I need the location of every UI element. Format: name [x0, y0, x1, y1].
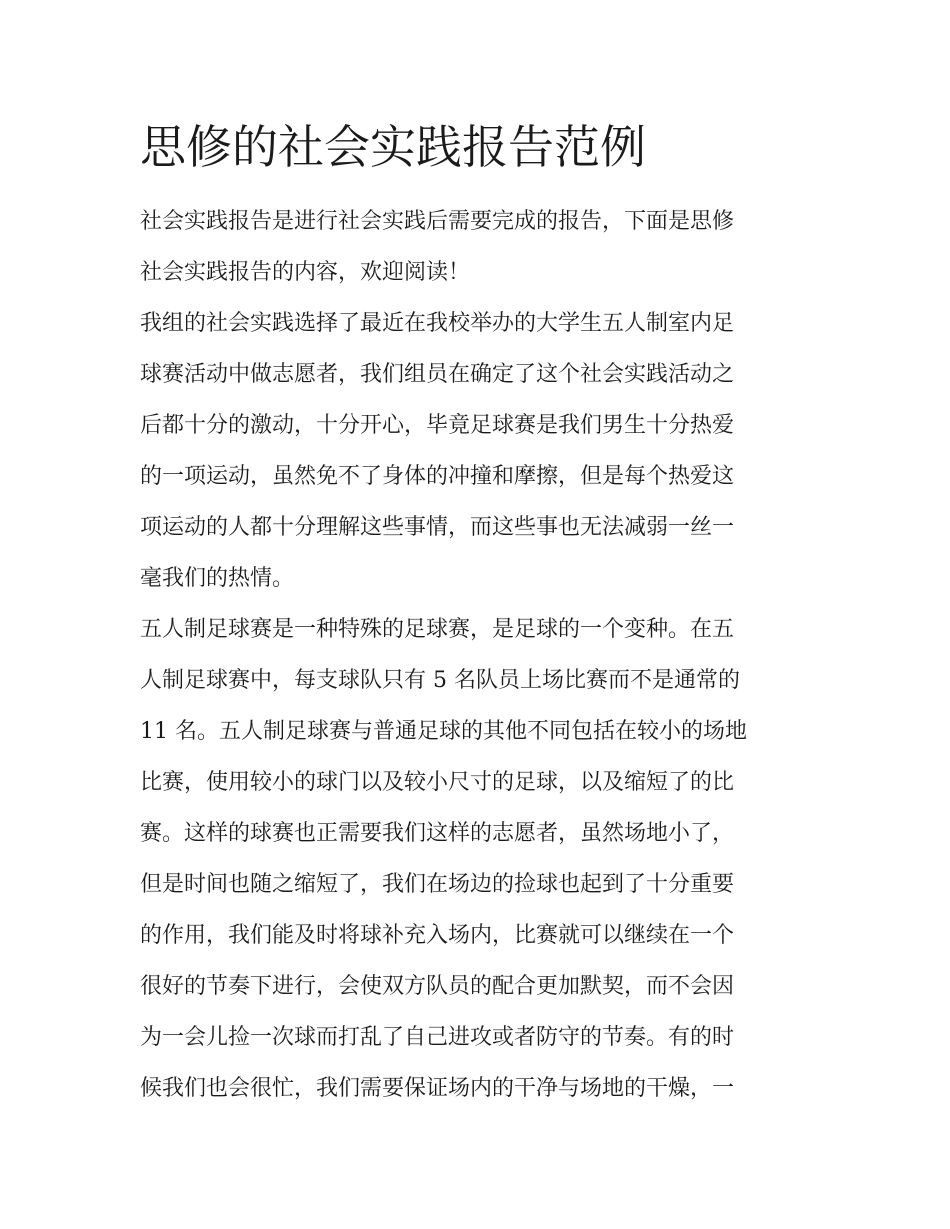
text-line: 的作用，我们能及时将球补充入场内，比赛就可以继续在一个 [140, 923, 735, 948]
text-line: 毫我们的热情。 [140, 566, 295, 591]
text-line: 后都十分的激动，十分开心，毕竟足球赛是我们男生十分热爱 [140, 413, 735, 438]
text-line: 人制足球赛中，每支球队只有 5 名队员上场比赛而不是通常的 [140, 668, 740, 693]
text-line: 的一项运动，虽然免不了身体的冲撞和摩擦，但是每个热爱这 [140, 464, 735, 489]
text-line: 项运动的人都十分理解这些事情，而这些事也无法减弱一丝一 [140, 515, 735, 540]
text-line: 为一会儿捡一次球而打乱了自己进攻或者防守的节奏。有的时 [140, 1025, 735, 1050]
text-line: 候我们也会很忙，我们需要保证场内的干净与场地的干燥，一 [140, 1076, 735, 1101]
text-line: 社会实践报告是进行社会实践后需要完成的报告，下面是思修 [140, 209, 735, 234]
text-line: 11 名。五人制足球赛与普通足球的其他不同包括在较小的场地 [140, 719, 747, 744]
document-title: 思修的社会实践报告范例 [140, 120, 646, 174]
document-body [140, 196, 812, 1114]
text-line: 赛。这样的球赛也正需要我们这样的志愿者，虽然场地小了， [140, 821, 735, 846]
text-line: 社会实践报告的内容，欢迎阅读！ [140, 260, 471, 285]
text-line: 五人制足球赛是一种特殊的足球赛，是足球的一个变种。在五 [140, 617, 735, 642]
text-line: 球赛活动中做志愿者，我们组员在确定了这个社会实践活动之 [140, 362, 735, 387]
text-line: 很好的节奏下进行，会使双方队员的配合更加默契，而不会因 [140, 974, 735, 999]
text-line: 比赛，使用较小的球门以及较小尺寸的足球，以及缩短了的比 [140, 770, 735, 795]
text-line: 但是时间也随之缩短了，我们在场边的捡球也起到了十分重要 [140, 872, 735, 897]
text-line: 我组的社会实践选择了最近在我校举办的大学生五人制室内足 [140, 311, 735, 336]
